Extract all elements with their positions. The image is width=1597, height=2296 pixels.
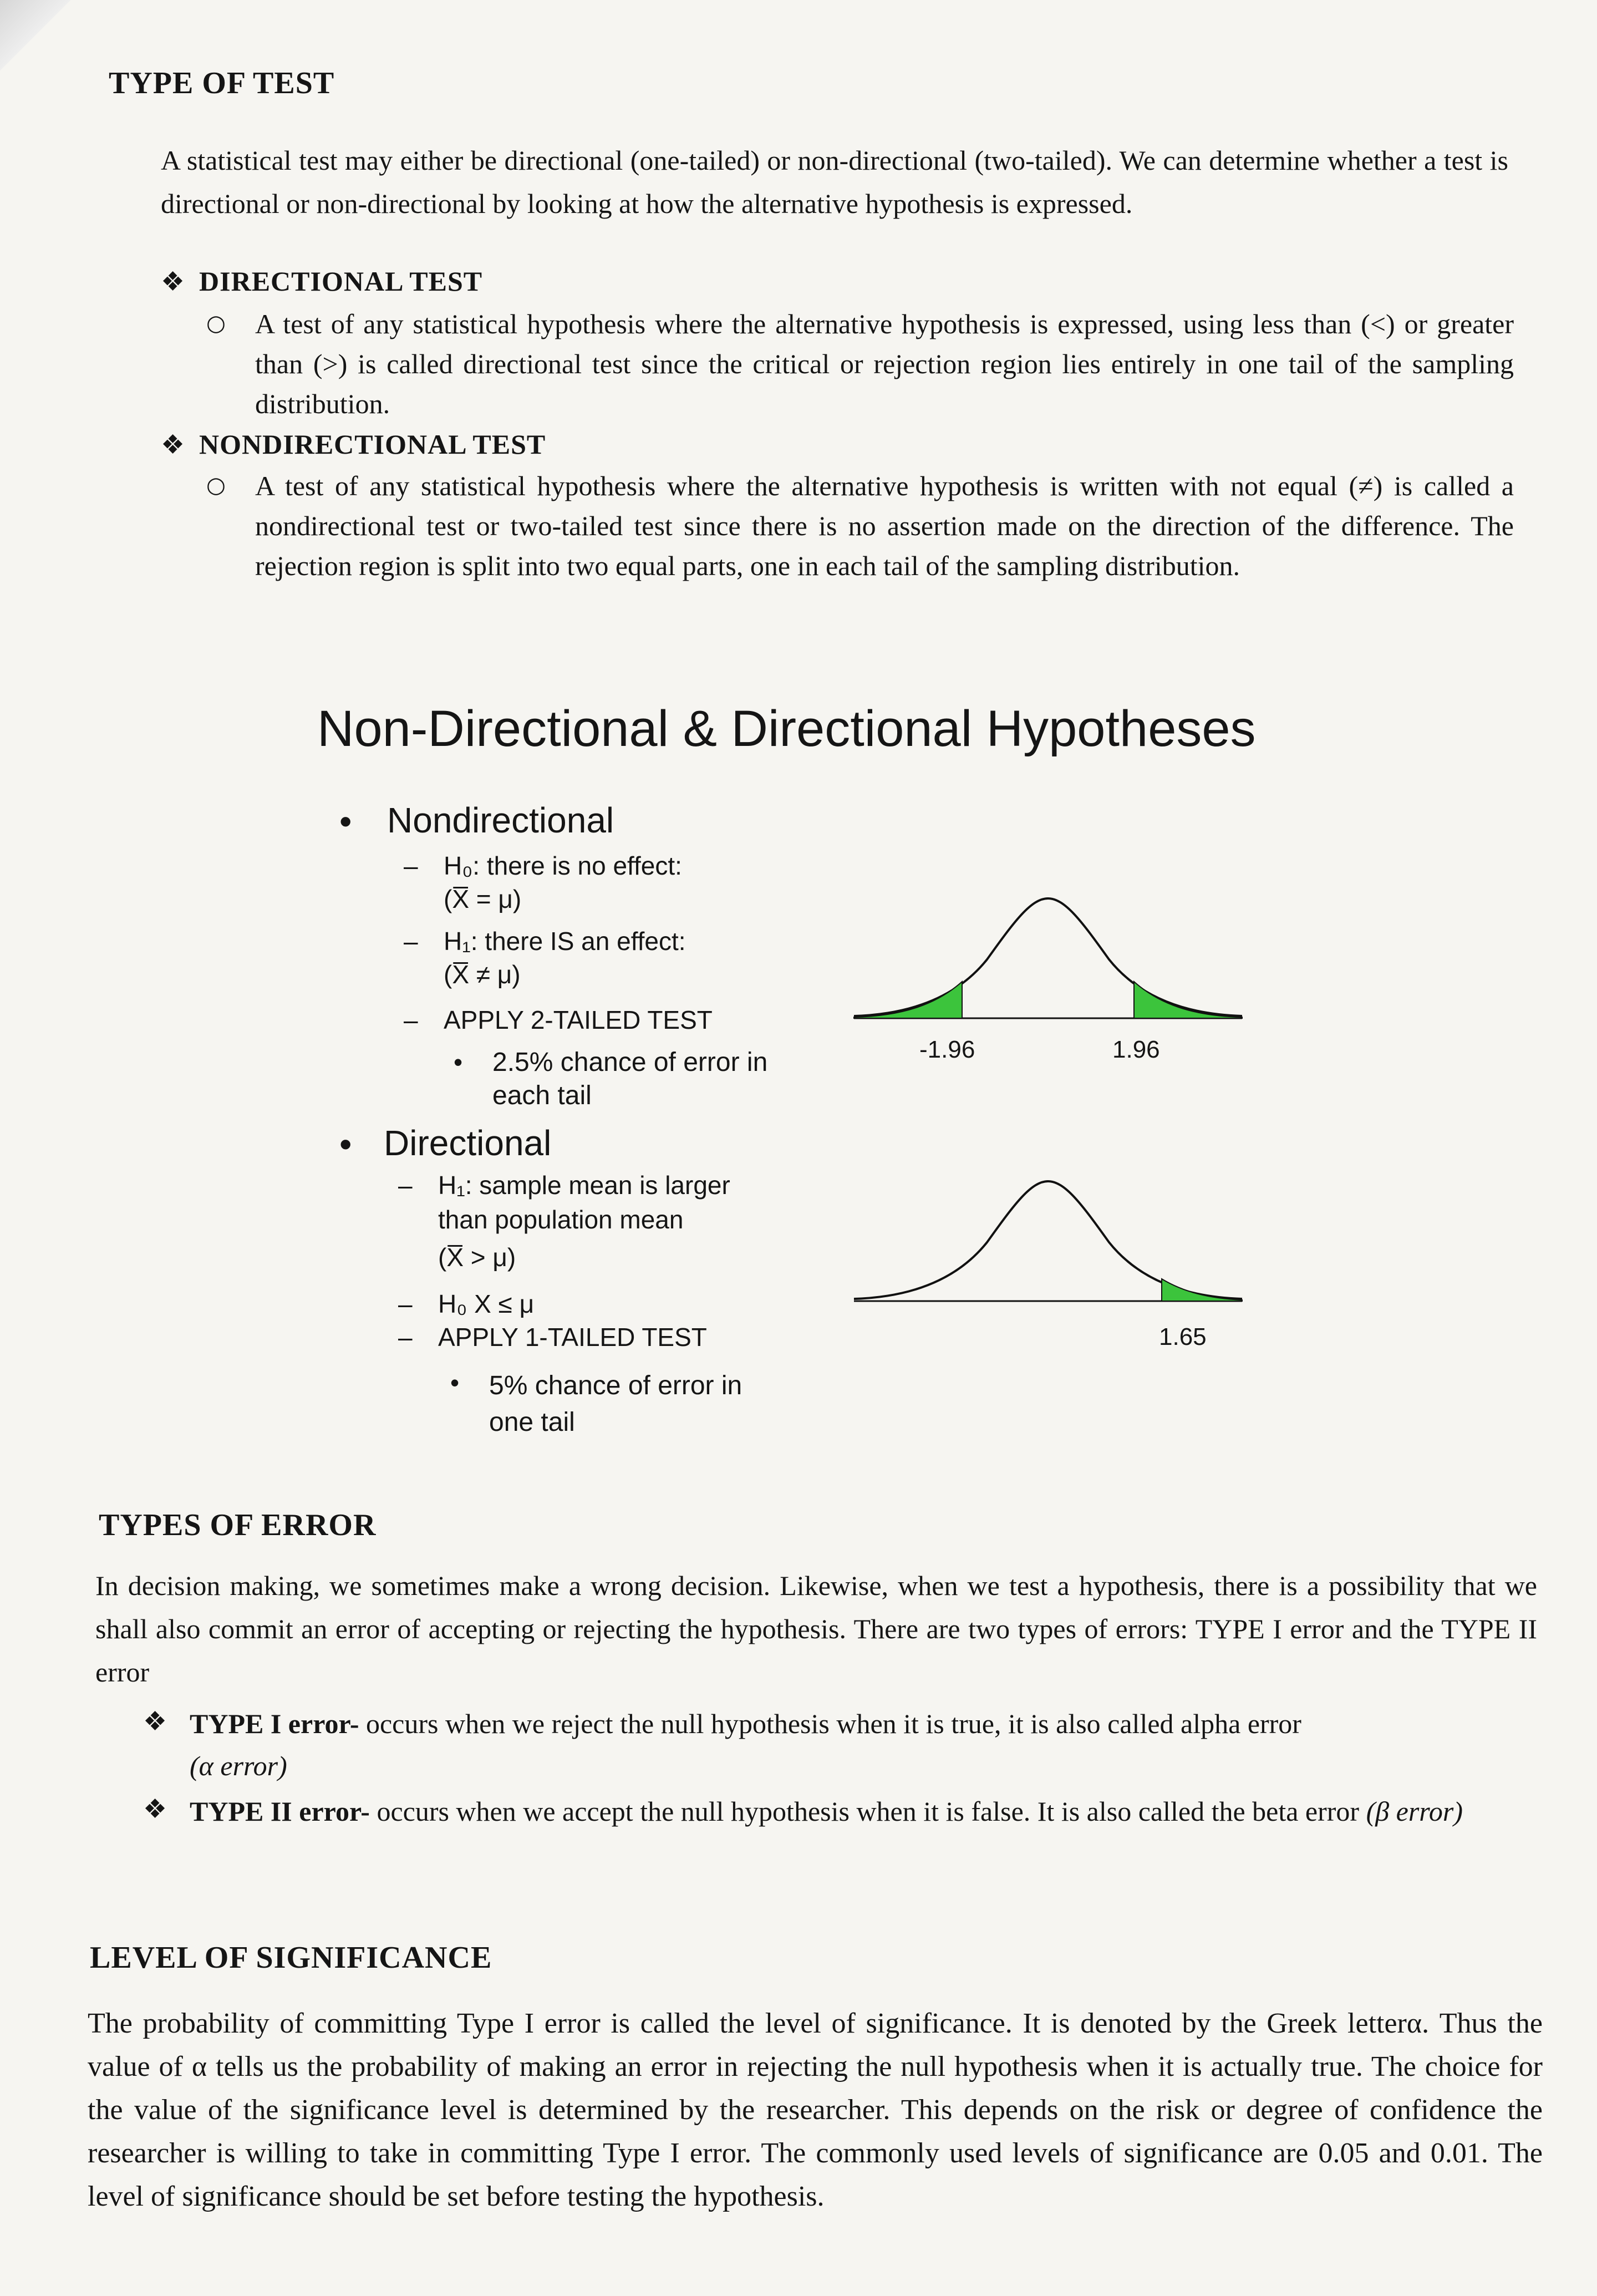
tick-label-right: 1.96 [1112, 1036, 1160, 1063]
page-corner-fold [0, 0, 78, 78]
types-of-error-intro: In decision making, we sometimes make a wrong decision. Likewise, when we test a hypothesis, there is a possibility that we shall also commit an error of accepting or rejecting the hypothesis. There are two types of errors: TYPE I error and the TYPE II error [95, 1570, 1537, 1688]
nondirectional-apply: APPLY 2-TAILED TEST [444, 1005, 713, 1034]
directional-test-heading: DIRECTIONAL TEST [199, 266, 483, 297]
type2-error-label: TYPE II error- [190, 1796, 370, 1827]
tick-label-one-tailed: 1.65 [1159, 1323, 1207, 1350]
directional-h1-line1: H₁: sample mean is larger [438, 1171, 730, 1200]
directional-h0: H₀ X ≤ μ [438, 1289, 535, 1318]
type-of-test-intro: A statistical test may either be directional (one-tailed) or non-directional (two-tailed). We can determine whether a test is directional or non-directional by looking at how the alternative hypothesis is expressed. [161, 145, 1508, 219]
normal-curve-line [854, 898, 1242, 1016]
right-rejection-region [1134, 982, 1242, 1018]
bullet-dot-icon: • [339, 801, 352, 841]
dash-icon: – [398, 1289, 413, 1318]
nondirectional-test-heading: NONDIRECTIONAL TEST [199, 429, 546, 460]
dash-icon: – [404, 851, 418, 880]
heading-type-of-test: TYPE OF TEST [109, 66, 335, 100]
nondirectional-h1-expression: (X̅ ≠ μ) [444, 960, 521, 989]
one-tailed-curve-chart [837, 1148, 1259, 1314]
dash-icon: – [404, 927, 418, 956]
type1-error-item [190, 1703, 1537, 1787]
tick-label-left: -1.96 [919, 1036, 975, 1063]
directional-h1-expression: (X̅ > μ) [438, 1243, 516, 1272]
heading-level-of-significance: LEVEL OF SIGNIFICANCE [90, 1941, 492, 1975]
directional-test-text: A test of any statistical hypothesis where the alternative hypothesis is expressed, using less than (<) or greater than (>) is called directional test since the critical or rejection region lies entirely in one tail of the sampling distribution. [255, 308, 1514, 419]
dash-icon: – [404, 1005, 418, 1034]
nondirectional-label: Nondirectional [387, 800, 614, 840]
dash-icon: – [398, 1323, 413, 1352]
type1-error-symbol: (α error) [190, 1750, 287, 1781]
diamond-bullet-icon: ❖ [143, 1795, 167, 1824]
bullet-dot-icon: • [339, 1124, 352, 1164]
nondirectional-test-item [161, 428, 546, 460]
type1-error-text: occurs when we reject the null hypothesis when it is true, it is also called alpha error [359, 1708, 1301, 1739]
diamond-bullet-icon: ❖ [143, 1707, 167, 1736]
type2-error-symbol: (β error) [1366, 1796, 1463, 1827]
circle-bullet-icon: ○ [206, 311, 226, 336]
type2-error-item [190, 1789, 1537, 1833]
nondirectional-h0: H₀: there is no effect: [444, 851, 682, 880]
nondirectional-h1: H₁: there IS an effect: [444, 927, 686, 956]
directional-test-item [161, 265, 482, 297]
level-of-significance-text: The probability of committing Type I error is called the level of significance. It is denoted by the Greek letterα. Thus the value of α tells us the probability of making an error in rejecting the null hypothesis when it is actually true. The choice for the value of the significance level is determined by the researcher. This depends on the risk or degree of confidence the researcher is willing to take in committing Type I error. The commonly used levels of significance are 0.05 and 0.01. The level of significance should be set before testing the hypothesis. [88, 2008, 1543, 2212]
nondirectional-chance: 2.5% chance of error in each tail [492, 1048, 768, 1110]
directional-chance: 5% chance of error in one tail [489, 1371, 742, 1437]
small-bullet-icon: • [454, 1048, 463, 1076]
slide-title: Non-Directional & Directional Hypotheses [317, 700, 1256, 757]
directional-label: Directional [384, 1123, 552, 1163]
diamond-bullet-icon: ❖ [161, 430, 185, 460]
nondirectional-test-text: A test of any statistical hypothesis where the alternative hypothesis is written with not equal (≠) is called a nondirectional test or two-tailed test since there is no assertion made on the direction of the difference. The rejection region is split into two equal parts, one in each tail of the sampling distribution. [255, 470, 1514, 581]
directional-apply: APPLY 1-TAILED TEST [438, 1323, 707, 1352]
nondirectional-h0-expression: (X̅ = μ) [444, 885, 522, 913]
heading-types-of-error: TYPES OF ERROR [99, 1508, 377, 1542]
diamond-bullet-icon: ❖ [161, 267, 185, 297]
two-tailed-curve-chart [837, 865, 1259, 1032]
type2-error-text: occurs when we accept the null hypothesis when it is false. It is also called the beta error [369, 1796, 1366, 1827]
circle-bullet-icon: ○ [206, 473, 226, 498]
left-rejection-region [854, 982, 962, 1018]
type1-error-label: TYPE I error- [190, 1708, 359, 1739]
dash-icon: – [398, 1171, 413, 1200]
small-bullet-icon: • [450, 1368, 460, 1397]
normal-curve-line [854, 1181, 1242, 1299]
directional-h1-line2: than population mean [438, 1205, 684, 1234]
